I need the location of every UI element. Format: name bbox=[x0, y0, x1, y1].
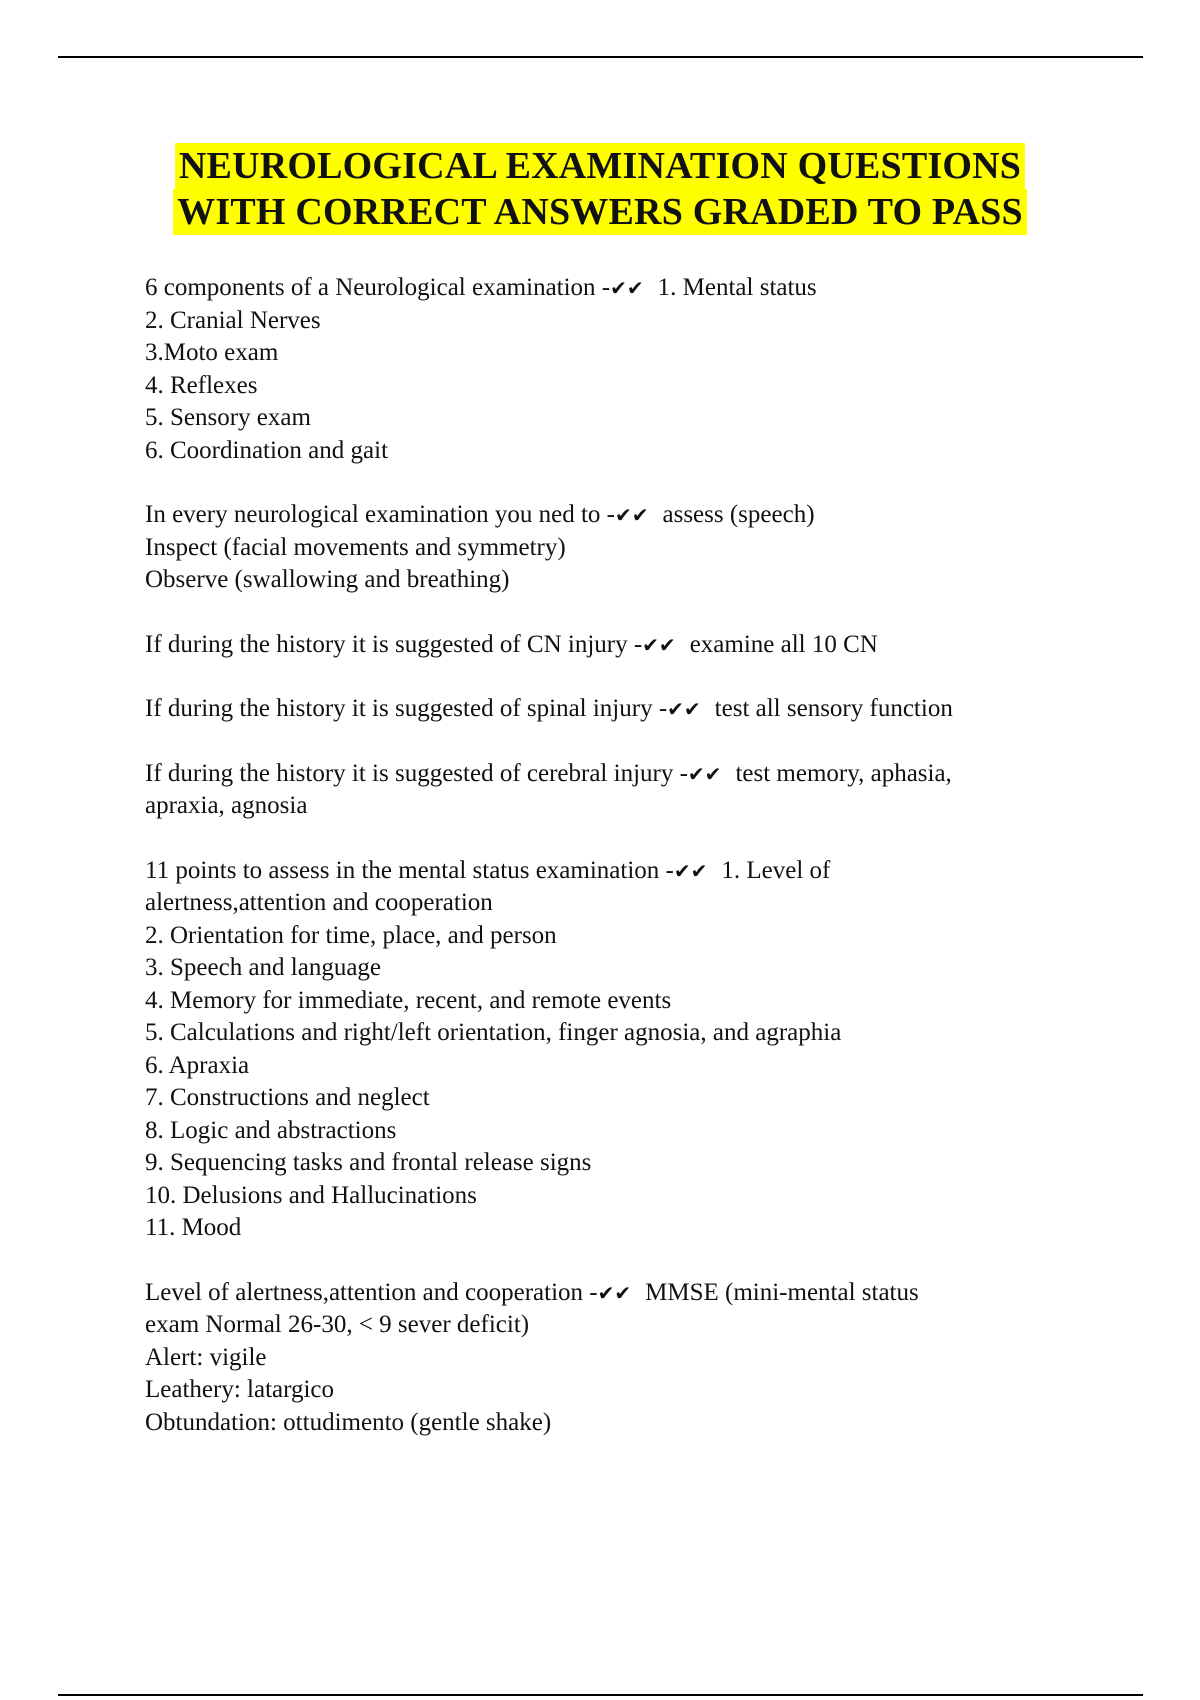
qa-item bbox=[145, 758, 1085, 823]
qa-item bbox=[145, 499, 1085, 597]
question-text: 6 components of a Neurological examination - bbox=[145, 274, 611, 301]
answer-line: 10. Delusions and Hallucinations bbox=[145, 1181, 477, 1209]
qa-list bbox=[145, 272, 1085, 1471]
answer-line: 8. Logic and abstractions bbox=[145, 1116, 397, 1144]
answer-line: 5. Calculations and right/left orientation, finger agnosia, and agraphia bbox=[145, 1019, 842, 1046]
answer-line: 2. Orientation for time, place, and person bbox=[145, 921, 557, 949]
checkmark-icon: ✔✔ bbox=[614, 503, 649, 527]
answer-text: test all sensory function bbox=[714, 695, 953, 722]
qa-question-line bbox=[145, 693, 1085, 726]
question-text: Level of alertness,attention and cooperation - bbox=[145, 1278, 598, 1306]
document-title bbox=[0, 143, 1200, 235]
qa-item bbox=[145, 1277, 1085, 1440]
answer-line: 6. Coordination and gait bbox=[145, 436, 389, 464]
question-text: If during the history it is suggested of cerebral injury - bbox=[145, 759, 688, 787]
answer-line: Inspect (facial movements and symmetry) bbox=[145, 533, 566, 561]
qa-item bbox=[145, 693, 1085, 726]
answer-line: 7. Constructions and neglect bbox=[145, 1084, 430, 1111]
qa-item bbox=[145, 629, 1085, 662]
answer-text: 1. Level of bbox=[721, 856, 831, 884]
answer-line: 4. Memory for immediate, recent, and remote events bbox=[145, 986, 672, 1014]
qa-question-line bbox=[145, 499, 1085, 532]
checkmark-icon: ✔✔ bbox=[610, 276, 644, 300]
qa-question-line bbox=[145, 629, 1085, 662]
answer-text: test memory, aphasia, bbox=[735, 759, 952, 787]
question-text: If during the history it is suggested of CN injury - bbox=[145, 630, 643, 658]
checkmark-icon: ✔✔ bbox=[597, 1280, 632, 1305]
answer-line: 9. Sequencing tasks and frontal release signs bbox=[145, 1149, 592, 1176]
answer-line: exam Normal 26-30, < 9 sever deficit) bbox=[145, 1311, 530, 1338]
answer-line: Alert: vigile bbox=[145, 1343, 267, 1371]
question-text: If during the history it is suggested of spinal injury - bbox=[145, 695, 668, 722]
answer-line: Leathery: latargico bbox=[145, 1376, 335, 1403]
checkmark-icon: ✔✔ bbox=[642, 632, 676, 657]
checkmark-icon: ✔✔ bbox=[673, 858, 708, 883]
qa-question-line bbox=[145, 1277, 1085, 1310]
answer-line: Observe (swallowing and breathing) bbox=[145, 566, 510, 593]
question-text: In every neurological examination you ned to - bbox=[145, 501, 615, 528]
checkmark-icon: ✔✔ bbox=[687, 761, 722, 786]
answer-line: 2. Cranial Nerves bbox=[145, 306, 321, 334]
answer-line: Obtundation: ottudimento (gentle shake) bbox=[145, 1408, 552, 1436]
bottom-rule bbox=[58, 1694, 1143, 1696]
qa-question-line bbox=[145, 758, 1085, 791]
answer-line: 3.Moto exam bbox=[145, 339, 279, 366]
qa-item bbox=[145, 272, 1085, 467]
answer-line: 6. Apraxia bbox=[145, 1051, 250, 1079]
answer-line: alertness,attention and cooperation bbox=[145, 889, 493, 916]
checkmark-icon: ✔✔ bbox=[667, 697, 701, 721]
answer-text: 1. Mental status bbox=[657, 274, 817, 301]
question-text: 11 points to assess in the mental status examination - bbox=[145, 856, 674, 884]
answer-text: examine all 10 CN bbox=[689, 630, 878, 658]
qa-question-line bbox=[145, 272, 1085, 305]
title-line-1: NEUROLOGICAL EXAMINATION QUESTIONS bbox=[175, 143, 1025, 189]
title-line-2: WITH CORRECT ANSWERS GRADED TO PASS bbox=[173, 189, 1027, 235]
answer-line: 4. Reflexes bbox=[145, 371, 258, 399]
answer-text: assess (speech) bbox=[662, 501, 815, 528]
answer-line: 11. Mood bbox=[145, 1214, 242, 1241]
answer-line: 3. Speech and language bbox=[145, 954, 382, 981]
top-rule bbox=[58, 56, 1143, 58]
answer-line: 5. Sensory exam bbox=[145, 404, 311, 431]
qa-question-line bbox=[145, 855, 1085, 888]
qa-item bbox=[145, 855, 1085, 1245]
answer-line: apraxia, agnosia bbox=[145, 792, 308, 819]
answer-text: MMSE (mini-mental status bbox=[645, 1278, 919, 1306]
